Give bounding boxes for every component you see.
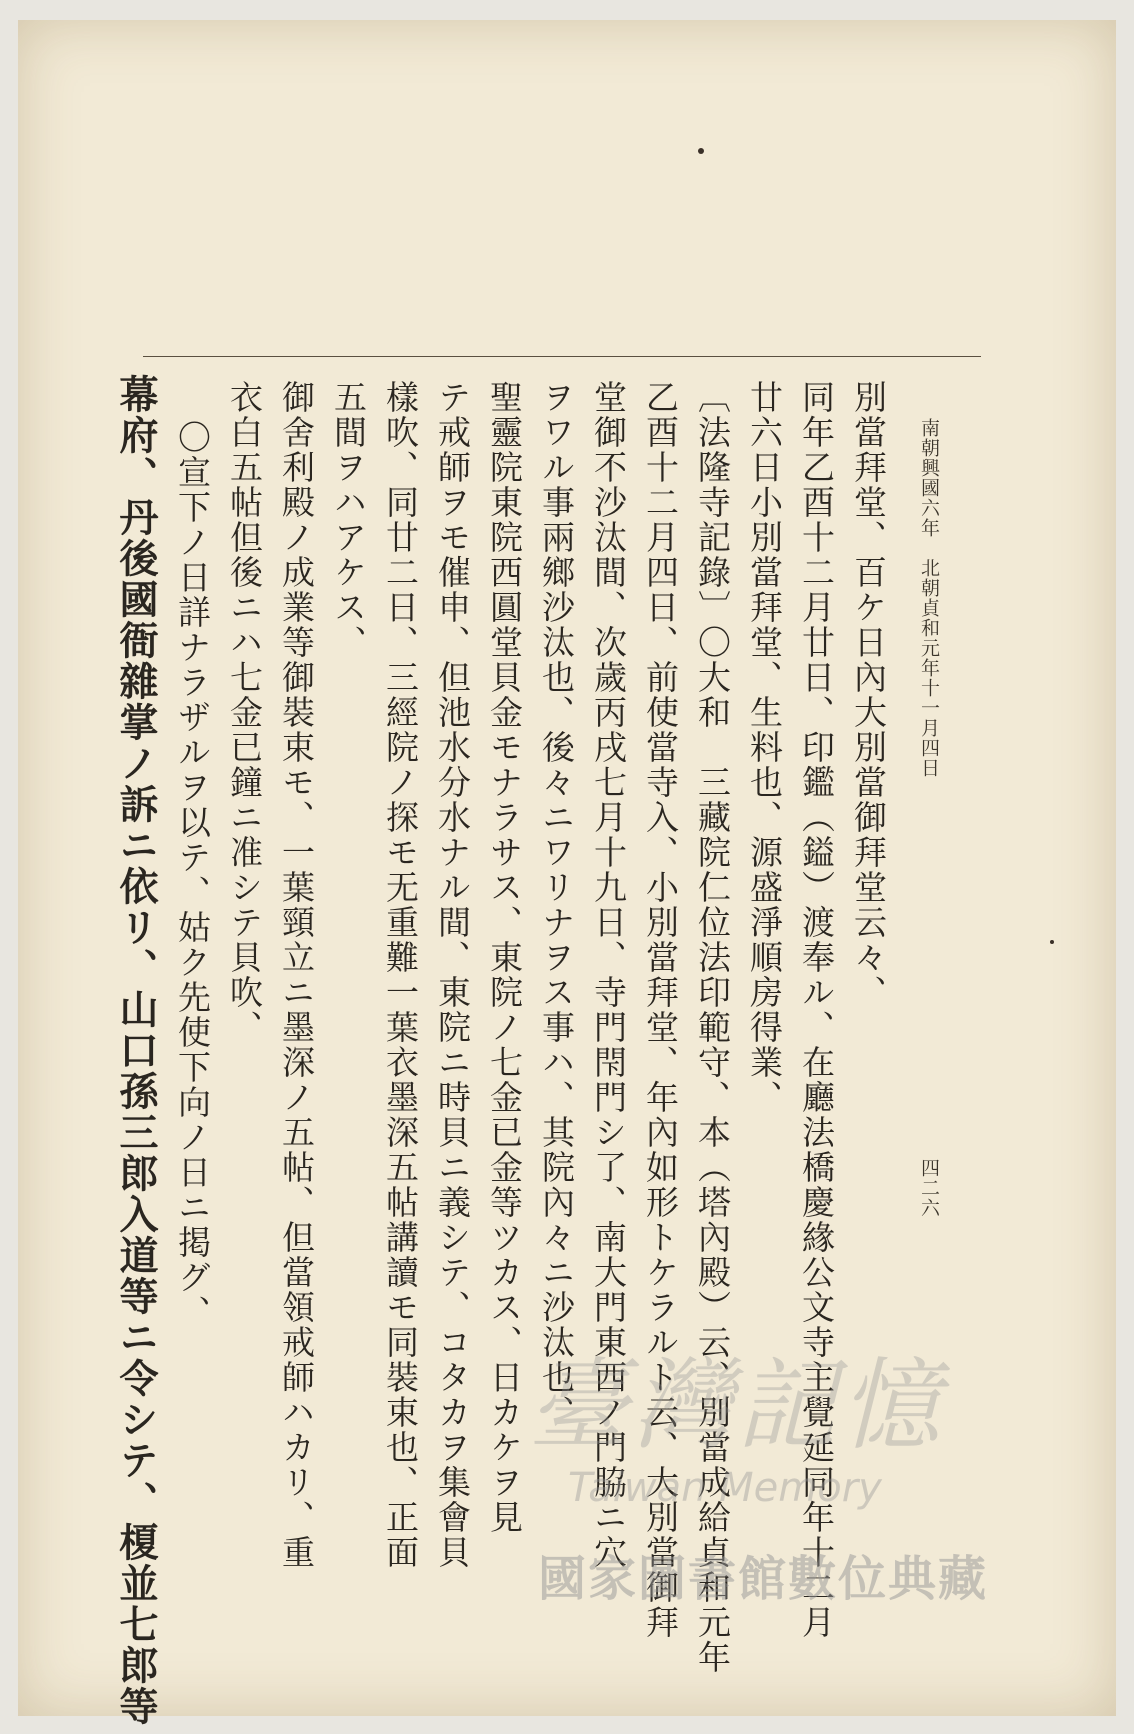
book-page <box>18 20 1116 1727</box>
text-column: 〔法隆寺記錄〕〇大和 三藏院仁位法印範守、本（塔內殿）云、別當成給貞和元年 <box>693 380 732 1675</box>
summary-heading: 幕府、丹後國衙雜掌ノ訴ニ依リ、山口孫三郎入道等ニ令シテ、榎並七郎等 <box>113 374 159 1727</box>
editorial-note: 〇宣下ノ日詳ナラザルヲ以テ、姑ク先使下向ノ日ニ掲グ、 <box>173 420 212 1330</box>
text-column: 五間ヲハアケス、 <box>329 380 368 660</box>
ink-speck <box>698 148 704 154</box>
running-title: 南朝興國六年 北朝貞和元年十一月四日 <box>918 418 940 778</box>
text-column: 聖靈院東院西圓堂貝金モナラサス、東院ノ七金已金等ツカス、日カケヲ見 <box>485 380 524 1535</box>
watermark <box>528 1325 1088 1625</box>
text-column: 堂御不沙汰間、次歲丙戌七月十九日、寺門閇門シ了、南大門東西ノ門脇ニ穴 <box>589 380 628 1570</box>
text-column: 御舍利殿ノ成業等御裝束モ、一葉頸立ニ墨深ノ五帖、但當領戒師ハカリ、重 <box>277 380 316 1570</box>
text-column: 乙酉十二月四日、前使當寺入、小別當拜堂、年內如形トケラルト云、大別當御拜 <box>641 380 680 1640</box>
watermark-script: 臺灣記憶 <box>528 1347 944 1464</box>
watermark-english: Taiwan Memory <box>568 1465 882 1511</box>
text-column: 廿六日小別當拜堂、生料也、源盛淨順房得業、 <box>745 380 784 1115</box>
ink-speck <box>1050 940 1054 944</box>
watermark-org: 國家圖書館數位典藏 <box>538 1551 989 1607</box>
text-column: 衣白五帖但後ニハ七金已鐘ニ准シテ貝吹、 <box>225 380 264 1045</box>
divider-rule <box>143 356 981 357</box>
text-column: ヲワル事兩鄉沙汰也、後々ニワリナヲス事ハ、其院內々ニ沙汰也、 <box>537 380 576 1430</box>
text-column: 同年乙酉十二月廿日、印鑑（鎰）渡奉ル、在廳法橋慶緣公文寺主覺延同年十二月 <box>797 380 836 1640</box>
text-column: テ戒師ヲモ催申、但池水分水ナル間、東院ニ時貝ニ義シテ、コタカヲ集會貝 <box>433 380 472 1570</box>
text-column: 樣吹、同廿二日、三經院ノ探モ无重難一葉衣墨深五帖講讀モ同裝束也、正面 <box>381 380 420 1570</box>
text-column: 別當拜堂、百ケ日內大別當御拜堂云々、 <box>849 380 888 1010</box>
page-number: 四二六 <box>918 1158 940 1218</box>
